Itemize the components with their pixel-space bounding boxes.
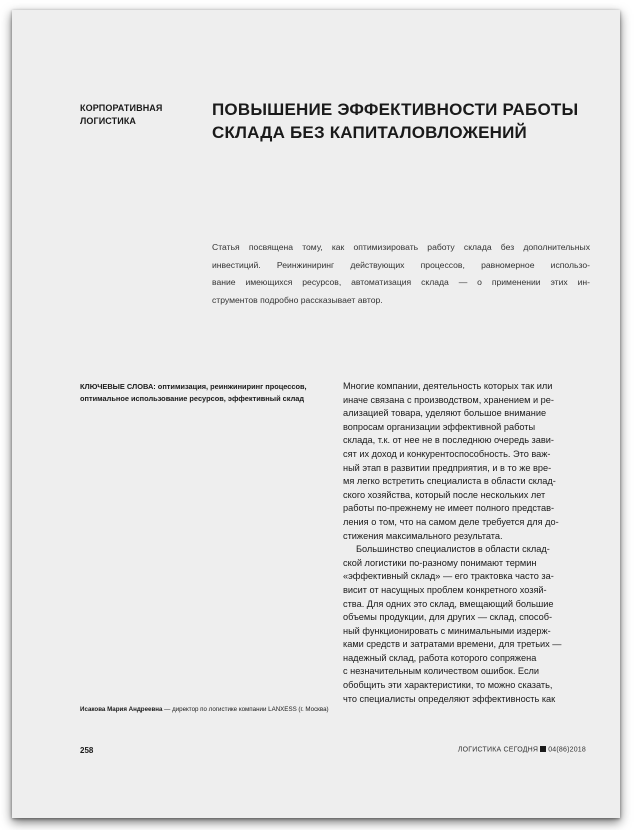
body-line: ализацией товара, уделяют большое внимание bbox=[343, 408, 547, 419]
lead-line: вание имеющихся ресурсов, автоматизация склада — о применении этих ин- bbox=[212, 277, 590, 287]
body-line: Многие компании, деятельность которых так или bbox=[343, 381, 553, 391]
lead-line: струментов подробно рассказывает автор. bbox=[212, 294, 383, 305]
article-lead bbox=[212, 239, 590, 309]
article-title-line: ПОВЫШЕНИЕ ЭФФЕКТИВНОСТИ РАБОТЫ bbox=[212, 100, 579, 119]
keywords-block bbox=[80, 381, 330, 405]
body-line: ный функционировать с минимальными издерж- bbox=[343, 625, 551, 636]
article-title bbox=[212, 98, 592, 144]
body-line: работы по-прежнему не имеет полного представ- bbox=[343, 503, 555, 514]
page-number: 258 bbox=[80, 746, 94, 755]
body-line: ками средств и затратами времени, для третьих — bbox=[343, 639, 562, 650]
body-line: ный этап в развитии предприятия, и в то же вре- bbox=[343, 462, 552, 473]
journal-footer bbox=[458, 746, 586, 754]
author-info bbox=[80, 705, 350, 715]
body-line: иначе связана с производством, хранением и ре- bbox=[343, 394, 554, 405]
body-line: мя легко встретить специалиста в области склад- bbox=[343, 476, 556, 487]
body-line: обобщить эти характеристики, то можно сказать, bbox=[343, 680, 553, 691]
keywords-line: оптимальное использование ресурсов, эффективный склад bbox=[80, 394, 305, 403]
journal-issue: 04(86)2018 bbox=[548, 746, 586, 754]
body-line: надежный склад, работа которого сопряжена bbox=[343, 652, 537, 663]
body-line: склада, т.к. от нее не в последнюю очередь зави- bbox=[343, 435, 554, 446]
body-line: ления о том, что на самом деле требуется для до- bbox=[343, 516, 559, 527]
journal-name: ЛОГИСТИКА СЕГОДНЯ bbox=[457, 746, 539, 754]
keywords-line: КЛЮЧЕВЫЕ СЛОВА: оптимизация, реинжиниринг процессов, bbox=[80, 382, 307, 391]
body-line: вопросам организации эффективной работы bbox=[343, 421, 536, 432]
lead-line: инвестиций. Реинжиниринг действующих процессов, равномерное использо- bbox=[212, 259, 590, 270]
body-line: ского хозяйства, который после нескольких лет bbox=[343, 489, 546, 500]
article-body bbox=[343, 380, 589, 706]
body-line: стижения максимального результата. bbox=[343, 530, 503, 541]
body-line: с незначительным количеством ошибок. Если bbox=[343, 666, 540, 677]
author-name: Исакова Мария Андреевна bbox=[80, 706, 163, 713]
body-line: Большинство специалистов в области склад- bbox=[356, 544, 550, 555]
journal-page bbox=[12, 10, 620, 818]
square-separator-icon bbox=[540, 746, 546, 752]
lead-line: Статья посвящена тому, как оптимизировать работу склада без дополнительных bbox=[212, 242, 590, 252]
body-line: висит от насущных проблем конкретного хозяй- bbox=[343, 584, 547, 595]
body-line: «эффективный склад» — его трактовка часто за- bbox=[343, 571, 554, 582]
body-line: ской логистики по-разному понимают термин bbox=[343, 557, 537, 568]
body-line: объемы продукции, для других — склад, способ- bbox=[343, 612, 553, 623]
article-title-line: СКЛАДА БЕЗ КАПИТАЛОВЛОЖЕНИЙ bbox=[212, 123, 527, 142]
section-label-line: ЛОГИСТИКА bbox=[80, 116, 137, 126]
body-line: сят их доход и конкурентоспособность. Это важ- bbox=[343, 448, 551, 459]
body-line: ства. Для одних это склад, вмещающий большие bbox=[343, 598, 554, 609]
section-label bbox=[80, 102, 200, 128]
body-line: что специалисты определяют эффективность как bbox=[343, 693, 556, 704]
author-role: — директор по логистике компании LANXESS (г. Москва) bbox=[162, 706, 329, 713]
section-label-line: КОРПОРАТИВНАЯ bbox=[80, 103, 163, 113]
